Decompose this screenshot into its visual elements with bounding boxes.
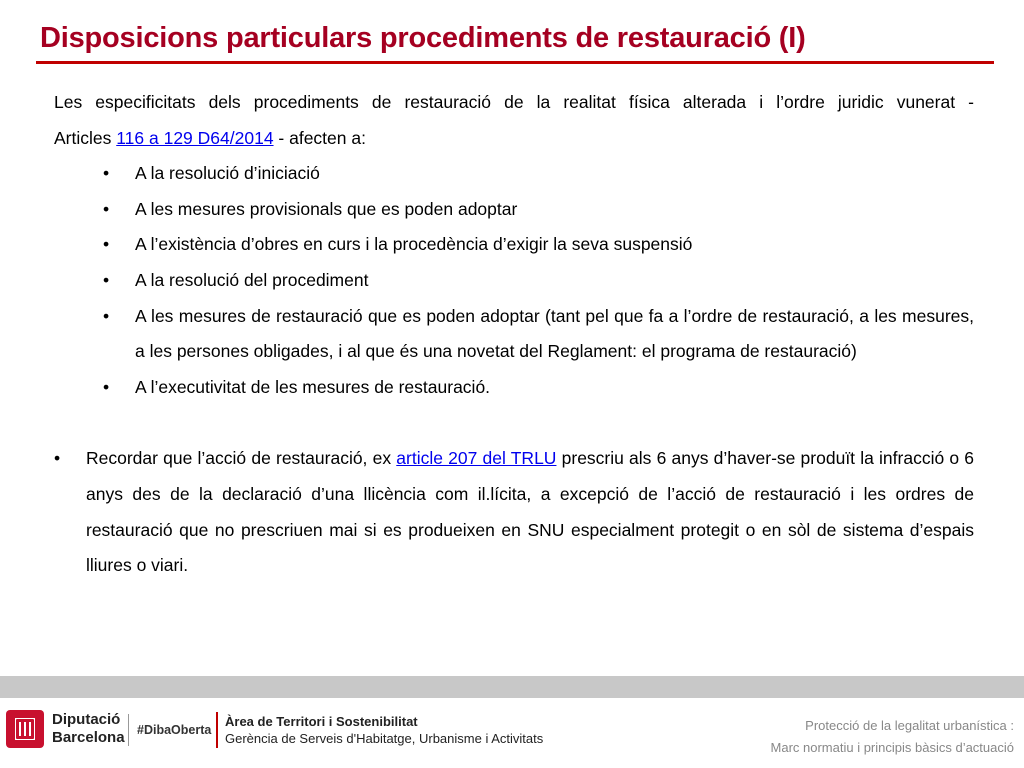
list-item [103, 192, 974, 228]
list-item [103, 263, 974, 299]
bullet-icon: • [54, 448, 61, 469]
main-bullet-suffix: prescriu als 6 anys d’haver-se produït la infracció o 6 anys des de la declaració d’una llicència com il.lícita, a excepció de l’acció de restauració i les ordres de restauració que no prescriuen mai si es produeixen en SNU especialment protegit o en sòl de sistema d’espais lliures o viari. [86, 448, 975, 576]
slide-content [54, 85, 974, 584]
list-item-text: A la resolució del procediment [135, 269, 369, 290]
hashtag: #DibaOberta [137, 723, 212, 737]
intro-paragraph [54, 85, 974, 156]
list-item [103, 299, 974, 370]
bullet-icon: • [103, 234, 110, 255]
list-item-text: A l’executivitat de les mesures de restauració. [135, 376, 491, 397]
title-underline [36, 61, 994, 64]
list-item-text: A les mesures provisionals que es poden adoptar [135, 198, 518, 219]
trlu-article-link[interactable]: article 207 del TRLU [396, 448, 557, 469]
list-item [103, 156, 974, 192]
footer-divider [128, 714, 129, 746]
main-bullet-paragraph [54, 441, 974, 583]
footer-note [771, 715, 1014, 759]
articles-link[interactable]: 116 a 129 D64/2014 [116, 127, 274, 148]
list-item-text: A la resolució d’iniciació [135, 163, 320, 184]
org-name [52, 711, 125, 747]
org-name-line-1: Diputació [52, 711, 121, 728]
bullet-icon: • [103, 376, 110, 397]
footer-band [0, 676, 1024, 698]
spacer [54, 405, 974, 441]
footer-accent-divider [216, 712, 218, 748]
main-bullet-prefix: Recordar que l’acció de restauració, ex [86, 448, 397, 469]
bullet-icon: • [103, 305, 110, 326]
diputacio-logo-icon [6, 710, 44, 748]
list-item [103, 370, 974, 406]
bullet-icon: • [103, 198, 110, 219]
list-item-text: A l’existència d’obres en curs i la procedència d’exigir la seva suspensió [135, 234, 693, 255]
slide-title: Disposicions particulars procediments de restauració (I) [40, 22, 806, 54]
area-name: Àrea de Territori i Sostenibilitat [225, 714, 418, 729]
footer-note-line-1: Protecció de la legalitat urbanística : [805, 718, 1014, 733]
logo-emblem-icon [15, 718, 35, 740]
intro-line-1: Les especificitats dels procediments de restauració de la realitat física alterada i l’ordre juridic vunerat - [54, 92, 974, 112]
list-item [103, 227, 974, 263]
department-name: Gerència de Serveis d'Habitatge, Urbanisme i Activitats [225, 731, 544, 746]
org-name-line-2: Barcelona [52, 729, 125, 746]
bullet-icon: • [103, 269, 110, 290]
intro-prefix: Articles [54, 127, 117, 148]
sub-bullet-list [54, 156, 974, 405]
intro-suffix: - afecten a: [273, 127, 366, 148]
area-info [225, 713, 543, 747]
bullet-icon: • [103, 163, 110, 184]
list-item-text: A les mesures de restauració que es poden adoptar (tant pel que fa a l’ordre de restauració, a les mesures, a les persones obligades, i al que és una novetat del Reglament: el programa de restauració) [135, 305, 974, 362]
footer [0, 698, 1024, 768]
footer-note-line-2: Marc normatiu i principis bàsics d’actuació [770, 740, 1014, 755]
